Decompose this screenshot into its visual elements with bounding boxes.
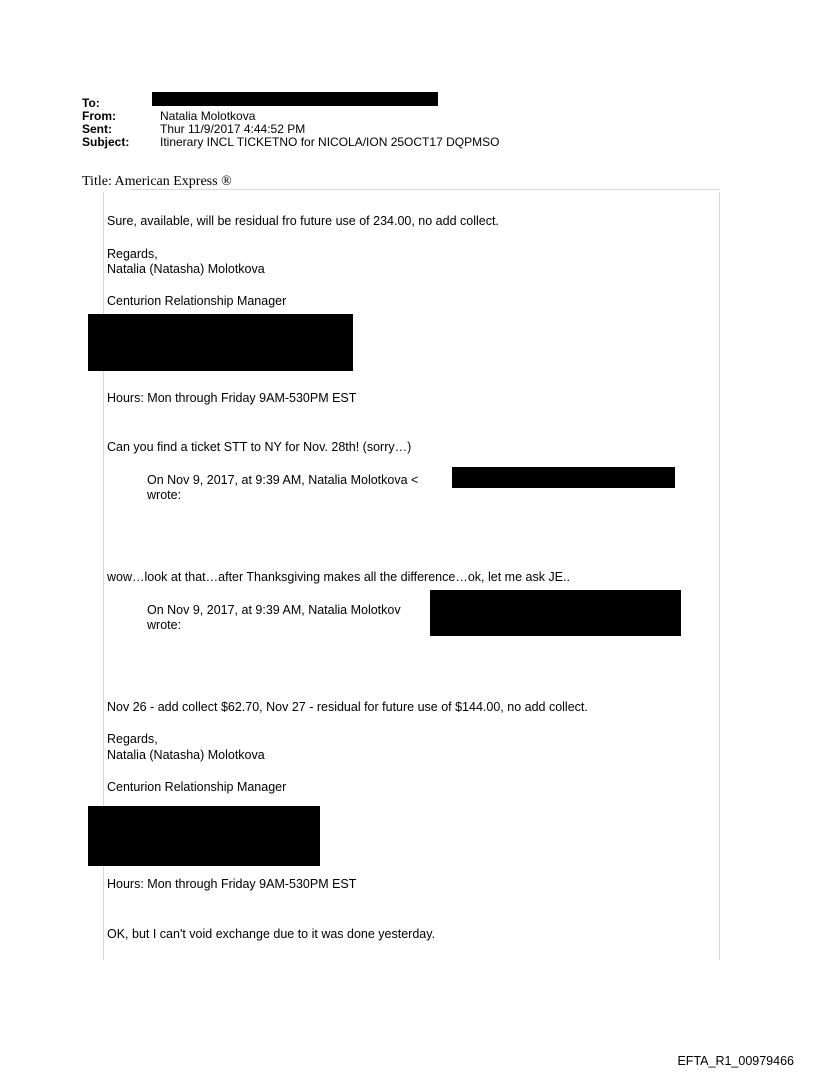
regards-line-1: Regards,	[107, 247, 158, 261]
subject-label: Subject:	[82, 135, 130, 149]
business-hours-1: Hours: Mon through Friday 9AM-530PM EST	[107, 391, 357, 405]
from-value: Natalia Molotkova	[160, 109, 256, 123]
document-title: Title: American Express ®	[82, 174, 232, 189]
quote-header-1-line-2: wrote:	[147, 488, 182, 502]
sent-value: Thur 11/9/2017 4:44:52 PM	[160, 122, 306, 136]
reply-message-2: Can you find a ticket STT to NY for Nov. 28th! (sorry…)	[107, 440, 412, 454]
redaction-signature-block-1	[88, 314, 353, 371]
document-id: EFTA_R1_00979466	[677, 1054, 794, 1068]
quote-header-2-line-2: wrote:	[147, 618, 182, 632]
signer-name-1: Natalia (Natasha) Molotkova	[107, 262, 265, 276]
subject-value: Itinerary INCL TICKETNO for NICOLA/ION 25OCT17 DQPMSO	[160, 135, 500, 149]
redaction-to-address	[152, 92, 438, 106]
business-hours-2: Hours: Mon through Friday 9AM-530PM EST	[107, 877, 357, 891]
signer-name-2: Natalia (Natasha) Molotkova	[107, 748, 265, 762]
redaction-quote-email-2	[430, 590, 681, 636]
reply-message-1: Sure, available, will be residual fro future use of 234.00, no add collect.	[107, 214, 499, 228]
signer-role-1: Centurion Relationship Manager	[107, 294, 287, 308]
redaction-quote-email-1	[452, 467, 675, 488]
reply-message-3: wow…look at that…after Thanksgiving makes all the difference…ok, let me ask JE..	[107, 570, 570, 584]
sent-label: Sent:	[82, 122, 112, 136]
from-label: From:	[82, 109, 116, 123]
quote-header-1-line-1: On Nov 9, 2017, at 9:39 AM, Natalia Molotkova <	[147, 473, 419, 487]
title-divider	[130, 189, 720, 190]
reply-message-4: Nov 26 - add collect $62.70, Nov 27 - residual for future use of $144.00, no add collect.	[107, 700, 588, 714]
quote-header-2-line-1: On Nov 9, 2017, at 9:39 AM, Natalia Molotkov	[147, 603, 401, 617]
reply-message-5: OK, but I can't void exchange due to it was done yesterday.	[107, 927, 436, 941]
signer-role-2: Centurion Relationship Manager	[107, 780, 287, 794]
regards-line-2: Regards,	[107, 732, 158, 746]
to-label: To:	[82, 96, 100, 110]
message-frame-right-border	[719, 192, 720, 960]
redaction-signature-block-2	[88, 806, 320, 866]
